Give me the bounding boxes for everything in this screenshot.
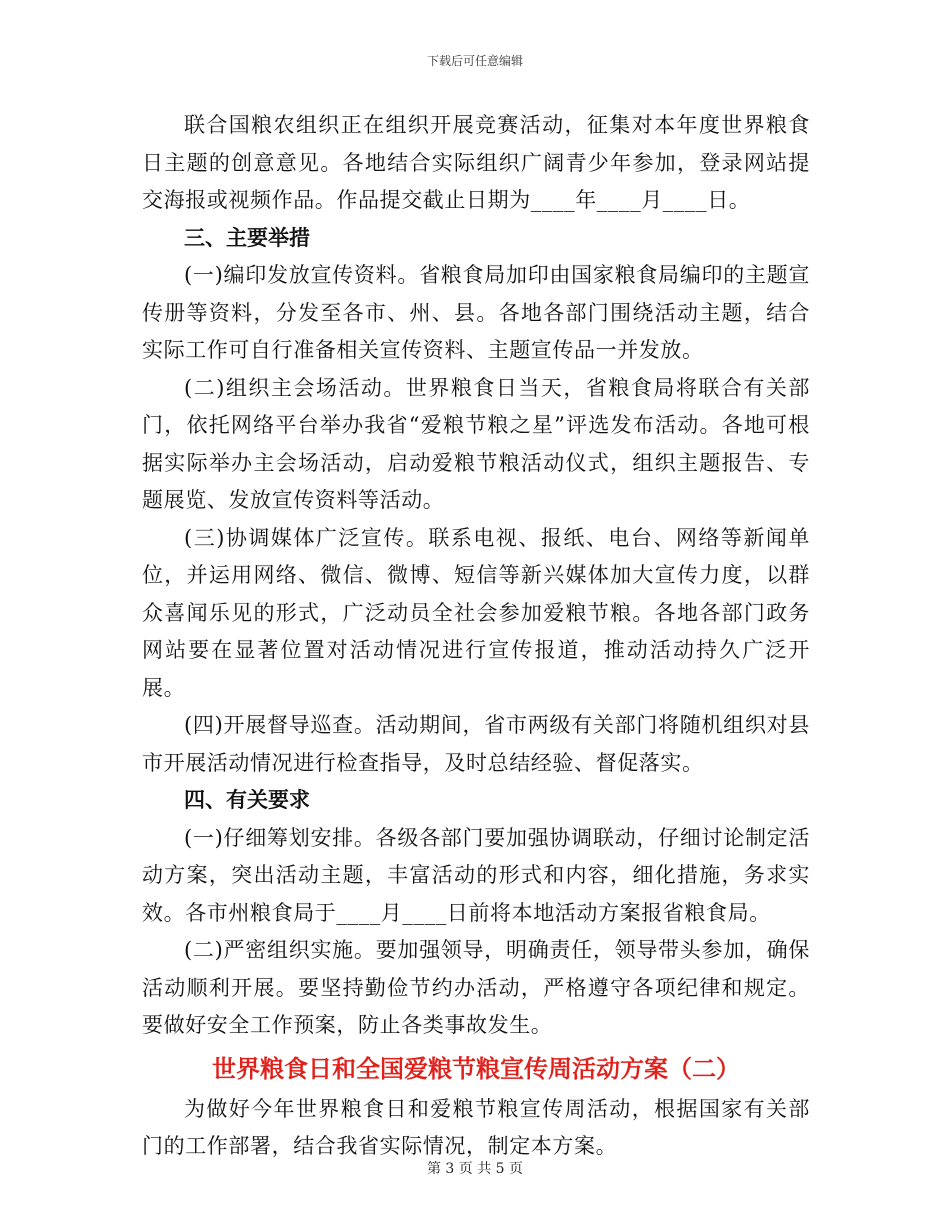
document-body — [142, 107, 810, 1166]
paragraph-measure-1: (一)编印发放宣传资料。省粮食局加印由国家粮食局编印的主题宣传册等资料，分发至各市、州、县。各地各部门围绕活动主题，结合实际工作可自行准备相关宣传资料、主题宣传品一并发放。 — [142, 263, 810, 362]
paragraph-competition: 联合国粮农组织正在组织开展竞赛活动，征集对本年度世界粮食日主题的创意意见。各地结合实际组织广阔青少年参加，登录网站提交海报或视频作品。作品提交截止日期为____年____月____日。 — [142, 113, 810, 212]
document-title: 世界粮食日和全国爱粮节粮宣传周活动方案（二） — [212, 1054, 740, 1083]
heading-main-measures: 三、主要举措 — [184, 225, 310, 250]
paragraph-measure-2: (二)组织主会场活动。世界粮食日当天，省粮食局将联合有关部门，依托网络平台举办我省“爱粮节粮之星”评选发布活动。各地可根据实际举办主会场活动，启动爱粮节粮活动仪式，组织主题报告、专题展览、发放宣传资料等活动。 — [142, 375, 810, 512]
header-note: 下载后可任意编辑 — [426, 54, 523, 68]
paragraph-requirement-2: (二)严密组织实施。要加强领导，明确责任，领导带头参加，确保活动顺利开展。要坚持勤俭节约办活动，严格遵守各项纪律和规定。要做好安全工作预案，防止各类事故发生。 — [142, 938, 810, 1037]
paragraph-measure-4: (四)开展督导巡查。活动期间，省市两级有关部门将随机组织对县市开展活动情况进行检查指导，及时总结经验、督促落实。 — [142, 713, 810, 775]
paragraph-requirement-1: (一)仔细筹划安排。各级各部门要加强协调联动，仔细讨论制定活动方案，突出活动主题，丰富活动的形式和内容，细化措施，务求实效。各市州粮食局于____月____日前将本地活动方案报省粮食局。 — [142, 825, 810, 925]
paragraph-intro: 为做好今年世界粮食日和爱粮节粮宣传周活动，根据国家有关部门的工作部署，结合我省实际情况，制定本方案。 — [142, 1096, 810, 1158]
page-number: 第 3 页 共 5 页 — [426, 1161, 524, 1177]
heading-requirements: 四、有关要求 — [184, 788, 310, 812]
paragraph-measure-3: (三)协调媒体广泛宣传。联系电视、报纸、电台、网络等新闻单位，并运用网络、微信、微博、短信等新兴媒体加大宣传力度，以群众喜闻乐见的形式，广泛动员全社会参加爱粮节粮。各地各部门政务网站要在显著位置对活动情况进行宣传报道，推动活动持久广泛开展。 — [142, 525, 810, 700]
